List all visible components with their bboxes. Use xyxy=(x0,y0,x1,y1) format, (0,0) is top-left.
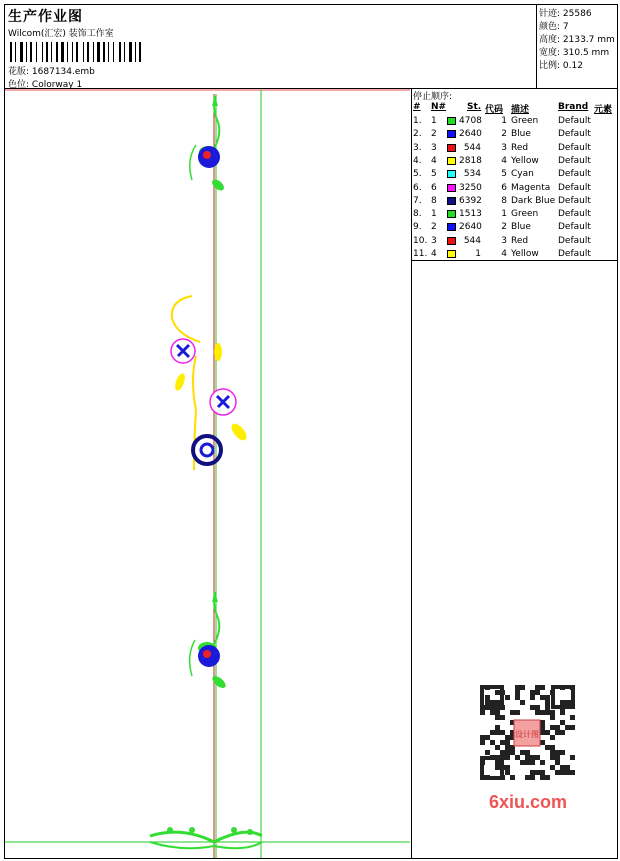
row-desc: Yellow xyxy=(511,249,539,259)
row-stitches: 2640 xyxy=(459,222,482,233)
row-desc: Green xyxy=(511,209,539,220)
row-needle: 3 xyxy=(431,142,437,153)
row-code: 1 xyxy=(501,116,507,126)
rose-motif-lower xyxy=(190,592,228,690)
row-brand: Default xyxy=(558,195,591,206)
col-header-code: 代码 xyxy=(485,105,504,115)
row-brand: Default xyxy=(558,235,591,246)
row-brand: Default xyxy=(558,222,591,233)
row-code: 2 xyxy=(501,222,507,233)
row-code: 8 xyxy=(501,195,507,206)
row-index: 11. xyxy=(413,249,428,259)
qr-code-image xyxy=(470,680,585,815)
row-index: 1. xyxy=(413,116,422,126)
row-index: 2. xyxy=(413,129,422,140)
row-desc: Yellow xyxy=(511,155,539,166)
row-desc: Blue xyxy=(511,129,531,140)
row-code: 3 xyxy=(501,235,507,246)
watermark-text: 6xiu.com xyxy=(488,792,568,812)
row-index: 4. xyxy=(413,155,422,166)
stat-width: 宽度: 310.5 mm xyxy=(539,48,610,58)
col-header-index: # xyxy=(413,102,421,112)
row-stitches: 1 xyxy=(475,249,481,259)
company-name: Wilcom(汇宏) 装饰工作室 xyxy=(8,29,114,39)
design-value: 1687134.emb xyxy=(31,67,95,77)
row-stitches: 4708 xyxy=(459,116,482,126)
design-label: 花版: xyxy=(8,67,30,77)
row-stitches: 3250 xyxy=(459,182,482,193)
row-index: 8. xyxy=(413,209,422,220)
row-needle: 1 xyxy=(431,116,437,126)
row-code: 3 xyxy=(501,142,507,153)
row-code: 4 xyxy=(501,249,507,259)
stat-scale: 比例: 0.12 xyxy=(539,61,583,71)
row-code: 4 xyxy=(501,155,507,166)
border-motif-bottom xyxy=(150,827,262,848)
row-needle: 6 xyxy=(431,182,437,193)
row-index: 5. xyxy=(413,169,422,180)
row-needle: 8 xyxy=(431,195,437,206)
row-code: 2 xyxy=(501,129,507,140)
row-desc: Magenta xyxy=(511,182,551,193)
row-index: 10. xyxy=(413,235,428,246)
row-index: 7. xyxy=(413,195,422,206)
row-needle: 2 xyxy=(431,222,437,233)
qr-seal-text: 设计图 xyxy=(515,730,539,739)
row-code: 5 xyxy=(501,169,507,180)
colorway-value: Colorway 1 xyxy=(31,80,83,90)
row-needle: 3 xyxy=(431,235,437,246)
row-stitches: 2818 xyxy=(459,155,482,166)
row-stitches: 544 xyxy=(463,235,481,246)
row-brand: Default xyxy=(558,129,591,140)
row-desc: Red xyxy=(511,142,529,153)
stat-colors: 颜色: 7 xyxy=(539,22,569,32)
row-desc: Blue xyxy=(511,222,531,233)
row-brand: Default xyxy=(558,169,591,180)
row-desc: Cyan xyxy=(511,169,534,180)
row-brand: Default xyxy=(558,155,591,166)
row-index: 6. xyxy=(413,182,422,193)
row-code: 1 xyxy=(501,209,507,220)
row-code: 6 xyxy=(501,182,507,193)
qr-watermark xyxy=(470,680,585,815)
colorway-label: 色位: xyxy=(8,80,30,90)
row-needle: 4 xyxy=(431,155,437,166)
col-header-brand: Brand xyxy=(558,102,589,112)
row-stitches: 1513 xyxy=(459,209,482,220)
rose-motif-top xyxy=(190,96,226,193)
col-header-stitches: St. xyxy=(467,102,482,112)
stat-stitches: 针迹: 25586 xyxy=(539,9,592,19)
col-header-desc: 描述 xyxy=(511,105,530,115)
page-title: 生产作业图 xyxy=(8,9,83,25)
row-desc: Dark Blue xyxy=(511,195,556,206)
row-brand: Default xyxy=(558,116,591,126)
row-desc: Green xyxy=(511,116,539,126)
row-brand: Default xyxy=(558,142,591,153)
row-index: 3. xyxy=(413,142,422,153)
row-stitches: 2640 xyxy=(459,129,482,140)
col-header-needle: N# xyxy=(431,102,447,112)
row-desc: Red xyxy=(511,235,529,246)
col-header-element: 元素 xyxy=(594,105,613,115)
row-needle: 2 xyxy=(431,129,437,140)
row-stitches: 6392 xyxy=(459,195,482,206)
stat-height: 高度: 2133.7 mm xyxy=(539,35,615,45)
row-needle: 4 xyxy=(431,249,437,259)
row-index: 9. xyxy=(413,222,422,233)
row-stitches: 534 xyxy=(463,169,481,180)
row-brand: Default xyxy=(558,209,591,220)
row-brand: Default xyxy=(558,182,591,193)
row-needle: 1 xyxy=(431,209,437,220)
stop-sequence-title: 停止顺序: xyxy=(413,92,453,102)
row-needle: 5 xyxy=(431,169,437,180)
row-stitches: 544 xyxy=(463,142,481,153)
flower-motif-middle xyxy=(171,296,249,470)
row-brand: Default xyxy=(558,249,591,259)
